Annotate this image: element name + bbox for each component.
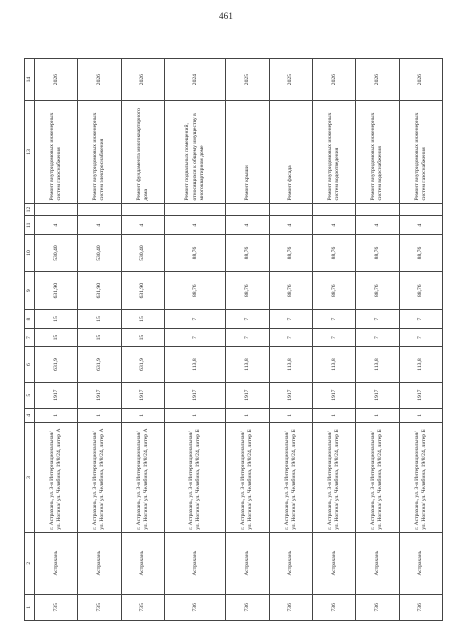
column-header-11: 11 [25, 216, 35, 235]
work-type-cell: Ремонт подвальных помещений, относящихся к общему имуществу в многоквартирном доме [164, 101, 225, 203]
table-row [78, 59, 121, 621]
page-number: 461 [218, 11, 234, 21]
table-row [35, 59, 78, 621]
col4-value-cell: 1 [399, 408, 442, 423]
col8-value-cell: 7 [399, 310, 442, 329]
column-header-8: 8 [25, 310, 35, 329]
work-type-cell: Ремонт внутридомовых инженерных систем водоотведения [312, 101, 355, 203]
column-header-13: 13 [25, 101, 35, 203]
col12-value-cell [312, 203, 355, 216]
column-header-14: 14 [25, 59, 35, 101]
col11-value-cell: 4 [35, 216, 78, 235]
col12-value-cell [164, 203, 225, 216]
col10-value-cell: 88,76 [226, 235, 269, 272]
col9-value-cell: 88,76 [226, 272, 269, 310]
col11-value-cell: 4 [121, 216, 164, 235]
work-type-cell: Ремонт внутридомовых инженерных систем газоснабжения [35, 101, 78, 203]
planned-year-cell: 2026 [312, 59, 355, 101]
col9-value-cell: 631,90 [78, 272, 121, 310]
total-area-cell: 631,9 [121, 347, 164, 382]
column-header-4: 4 [25, 408, 35, 423]
col12-value-cell [226, 203, 269, 216]
col7-value-cell: 15 [78, 328, 121, 347]
col7-value-cell: 7 [312, 328, 355, 347]
col9-value-cell: 631,90 [35, 272, 78, 310]
col8-value-cell: 15 [35, 310, 78, 329]
planned-year-cell: 2026 [399, 59, 442, 101]
col12-value-cell [35, 203, 78, 216]
table-row [356, 59, 399, 621]
col8-value-cell: 7 [356, 310, 399, 329]
year-built-cell: 1917 [312, 382, 355, 408]
col4-value-cell: 1 [226, 408, 269, 423]
col11-value-cell: 4 [226, 216, 269, 235]
column-header-1: 1 [25, 594, 35, 620]
city-cell: Астрахань [78, 532, 121, 594]
column-header-5: 5 [25, 382, 35, 408]
work-type-cell: Ремонт внутридомовых инженерных систем электроснабжения [78, 101, 121, 203]
row-number-cell: 735 [121, 594, 164, 620]
col7-value-cell: 15 [35, 328, 78, 347]
col10-value-cell: 530,40 [78, 235, 121, 272]
work-type-cell: Ремонт фундамента многоквартирного дома [121, 101, 164, 203]
row-number-cell: 736 [226, 594, 269, 620]
planned-year-cell: 2026 [78, 59, 121, 101]
col12-value-cell [78, 203, 121, 216]
col12-value-cell [399, 203, 442, 216]
work-type-cell: Ремонт внутридомовых инженерных систем газоснабжения [399, 101, 442, 203]
year-built-cell: 1917 [121, 382, 164, 408]
planned-year-cell: 2025 [226, 59, 269, 101]
col12-value-cell [121, 203, 164, 216]
col4-value-cell: 1 [312, 408, 355, 423]
address-cell: г. Астрахань, ул. 3-я Интернациональная/ ул. Ногина/ ул. Челябина, 19/8/24, литер Б [269, 423, 312, 533]
year-built-cell: 1917 [35, 382, 78, 408]
table-body [35, 59, 443, 621]
address-cell: г. Астрахань, ул. 3-я Интернациональная/ ул. Ногина/ ул. Челябина, 19/8/24, литер Б [356, 423, 399, 533]
col7-value-cell: 7 [269, 328, 312, 347]
column-header-9: 9 [25, 272, 35, 310]
col10-value-cell: 88,76 [312, 235, 355, 272]
total-area-cell: 631,9 [78, 347, 121, 382]
row-number-cell: 735 [78, 594, 121, 620]
header-row [25, 59, 35, 621]
col10-value-cell: 88,76 [164, 235, 225, 272]
col12-value-cell [356, 203, 399, 216]
col12-value-cell [269, 203, 312, 216]
col8-value-cell: 7 [312, 310, 355, 329]
address-cell: г. Астрахань, ул. 3-я Интернациональная/ ул. Ногина/ ул. Челябина, 19/8/24, литер Б [226, 423, 269, 533]
total-area-cell: 113,8 [399, 347, 442, 382]
column-header-2: 2 [25, 532, 35, 594]
col10-value-cell: 88,76 [399, 235, 442, 272]
planned-year-cell: 2026 [356, 59, 399, 101]
col11-value-cell: 4 [312, 216, 355, 235]
row-number-cell: 736 [164, 594, 225, 620]
column-header-7: 7 [25, 328, 35, 347]
col4-value-cell: 1 [164, 408, 225, 423]
total-area-cell: 113,8 [312, 347, 355, 382]
year-built-cell: 1917 [356, 382, 399, 408]
col11-value-cell: 4 [269, 216, 312, 235]
col9-value-cell: 88,76 [399, 272, 442, 310]
total-area-cell: 113,8 [269, 347, 312, 382]
total-area-cell: 113,8 [356, 347, 399, 382]
col8-value-cell: 15 [78, 310, 121, 329]
col9-value-cell: 88,76 [356, 272, 399, 310]
col9-value-cell: 88,76 [164, 272, 225, 310]
year-built-cell: 1917 [78, 382, 121, 408]
col7-value-cell: 7 [226, 328, 269, 347]
city-cell: Астрахань [312, 532, 355, 594]
col9-value-cell: 631,90 [121, 272, 164, 310]
col8-value-cell: 15 [121, 310, 164, 329]
work-type-cell: Ремонт внутридомовых инженерных систем водоснабжения [356, 101, 399, 203]
col8-value-cell: 7 [226, 310, 269, 329]
city-cell: Астрахань [121, 532, 164, 594]
city-cell: Астрахань [269, 532, 312, 594]
col4-value-cell: 1 [35, 408, 78, 423]
planned-year-cell: 2025 [269, 59, 312, 101]
col7-value-cell: 7 [164, 328, 225, 347]
total-area-cell: 113,8 [226, 347, 269, 382]
row-number-cell: 736 [269, 594, 312, 620]
city-cell: Астрахань [226, 532, 269, 594]
work-type-cell: Ремонт фасада [269, 101, 312, 203]
total-area-cell: 631,9 [35, 347, 78, 382]
table-row [121, 59, 164, 621]
table-row [164, 59, 225, 621]
capital-repair-table [24, 58, 443, 621]
table-row [269, 59, 312, 621]
col11-value-cell: 4 [356, 216, 399, 235]
document-sheet [24, 58, 443, 621]
table-row [226, 59, 269, 621]
col9-value-cell: 88,76 [312, 272, 355, 310]
column-header-6: 6 [25, 347, 35, 382]
col8-value-cell: 7 [164, 310, 225, 329]
col11-value-cell: 4 [399, 216, 442, 235]
rotated-table-container [24, 58, 443, 621]
planned-year-cell: 2026 [35, 59, 78, 101]
col7-value-cell: 7 [399, 328, 442, 347]
column-header-12: 12 [25, 203, 35, 216]
table-row [312, 59, 355, 621]
address-cell: г. Астрахань, ул. 3-я Интернациональная/ ул. Ногина/ ул. Челябина, 19/8/24, литер А [78, 423, 121, 533]
col10-value-cell: 88,76 [269, 235, 312, 272]
city-cell: Астрахань [35, 532, 78, 594]
planned-year-cell: 2024 [164, 59, 225, 101]
city-cell: Астрахань [164, 532, 225, 594]
row-number-cell: 736 [399, 594, 442, 620]
col7-value-cell: 7 [356, 328, 399, 347]
year-built-cell: 1917 [226, 382, 269, 408]
row-number-cell: 735 [35, 594, 78, 620]
row-number-cell: 736 [312, 594, 355, 620]
col4-value-cell: 1 [356, 408, 399, 423]
col10-value-cell: 530,40 [121, 235, 164, 272]
column-header-3: 3 [25, 423, 35, 533]
planned-year-cell: 2026 [121, 59, 164, 101]
total-area-cell: 113,8 [164, 347, 225, 382]
address-cell: г. Астрахань, ул. 3-я Интернациональная/ ул. Ногина/ ул. Челябина, 19/8/24, литер А [121, 423, 164, 533]
column-header-10: 10 [25, 235, 35, 272]
table-row [399, 59, 442, 621]
address-cell: г. Астрахань, ул. 3-я Интернациональная/ ул. Ногина/ ул. Челябина, 19/8/24, литер Б [399, 423, 442, 533]
col9-value-cell: 88,76 [269, 272, 312, 310]
address-cell: г. Астрахань, ул. 3-я Интернациональная/ ул. Ногина/ ул. Челябина, 19/8/24, литер А [35, 423, 78, 533]
address-cell: г. Астрахань, ул. 3-я Интернациональная/ ул. Ногина/ ул. Челябина, 19/8/24, литер Б [164, 423, 225, 533]
col4-value-cell: 1 [269, 408, 312, 423]
col11-value-cell: 4 [78, 216, 121, 235]
col7-value-cell: 15 [121, 328, 164, 347]
year-built-cell: 1917 [164, 382, 225, 408]
year-built-cell: 1917 [269, 382, 312, 408]
col8-value-cell: 7 [269, 310, 312, 329]
col4-value-cell: 1 [78, 408, 121, 423]
col10-value-cell: 530,40 [35, 235, 78, 272]
year-built-cell: 1917 [399, 382, 442, 408]
work-type-cell: Ремонт крыши [226, 101, 269, 203]
col4-value-cell: 1 [121, 408, 164, 423]
col10-value-cell: 88,76 [356, 235, 399, 272]
row-number-cell: 736 [356, 594, 399, 620]
city-cell: Астрахань [356, 532, 399, 594]
col11-value-cell: 4 [164, 216, 225, 235]
city-cell: Астрахань [399, 532, 442, 594]
address-cell: г. Астрахань, ул. 3-я Интернациональная/ ул. Ногина/ ул. Челябина, 19/8/24, литер Б [312, 423, 355, 533]
